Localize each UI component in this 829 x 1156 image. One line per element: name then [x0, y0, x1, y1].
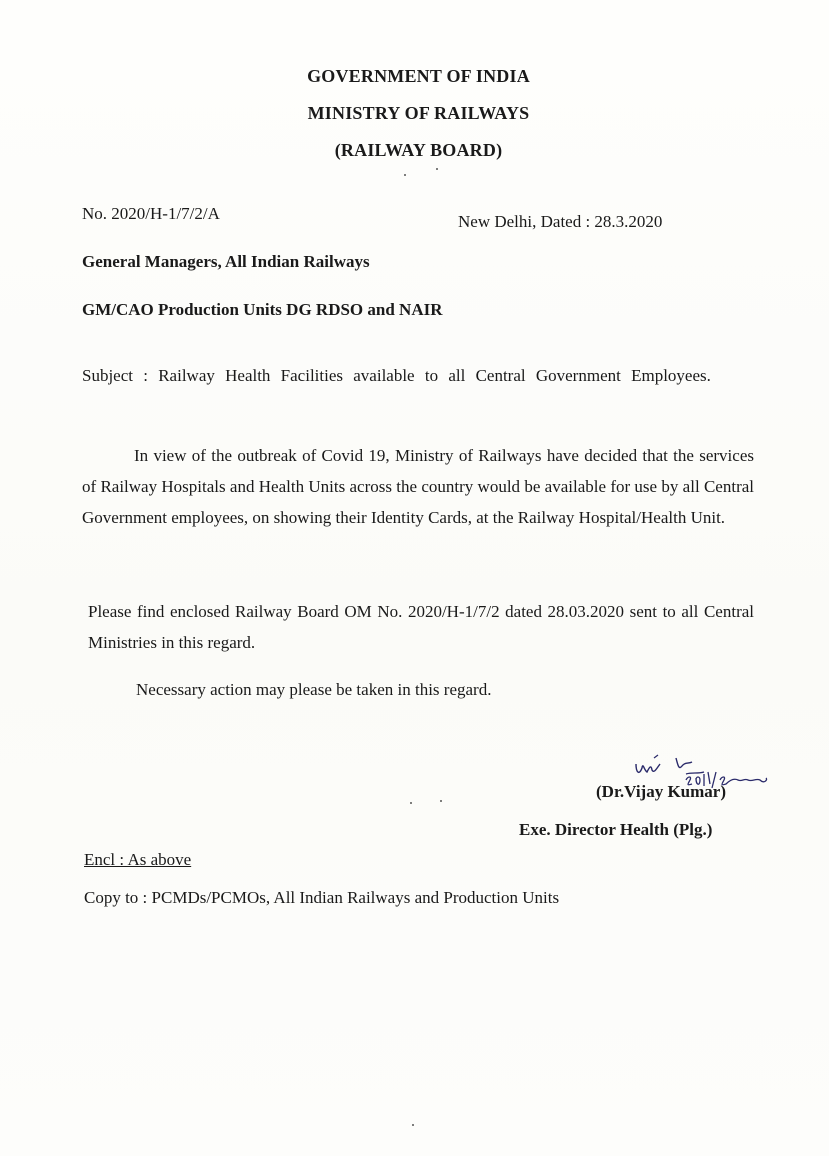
letterhead-line-board: (RAILWAY BOARD) [334, 140, 503, 160]
place-and-date: New Delhi, Dated : 28.3.2020 [458, 212, 663, 231]
subject-line: Subject : Railway Health Facilities available to all Central Government Employees. [82, 366, 711, 385]
reference-number: No. 2020/H-1/7/2/A [82, 204, 220, 223]
scan-speck [404, 174, 406, 176]
letterhead [0, 58, 829, 169]
scan-speck [410, 802, 412, 804]
scan-speck [412, 1124, 414, 1126]
copy-to-line: Copy to : PCMDs/PCMOs, All Indian Railways and Production Units [84, 888, 560, 907]
letterhead-line-government: GOVERNMENT OF INDIA [307, 66, 530, 86]
signatory-name: (Dr.Vijay Kumar) [596, 782, 726, 801]
enclosure-line: Encl : As above [84, 850, 192, 869]
body-paragraph-covid-facilities: In view of the outbreak of Covid 19, Ministry of Railways have decided that the services of Railway Hospitals and Health Units across the country would be available for use by all Central Government employees, on showing their Identity Cards, at the Railway Hospital/Health Unit. [82, 446, 754, 527]
signatory-designation: Exe. Director Health (Plg.) [519, 820, 713, 839]
addressee-production-units: GM/CAO Production Units DG RDSO and NAIR [82, 300, 443, 319]
body-paragraph-action: Necessary action may please be taken in this regard. [136, 680, 492, 699]
scan-speck [436, 168, 438, 170]
letterhead-line-ministry: MINISTRY OF RAILWAYS [307, 103, 530, 123]
addressee-general-managers: General Managers, All Indian Railways [82, 252, 370, 271]
body-paragraph-enclosure-note: Please find enclosed Railway Board OM No. 2020/H-1/7/2 dated 28.03.2020 sent to all Central Ministries in this regard. [88, 602, 754, 652]
scan-speck [440, 800, 442, 802]
